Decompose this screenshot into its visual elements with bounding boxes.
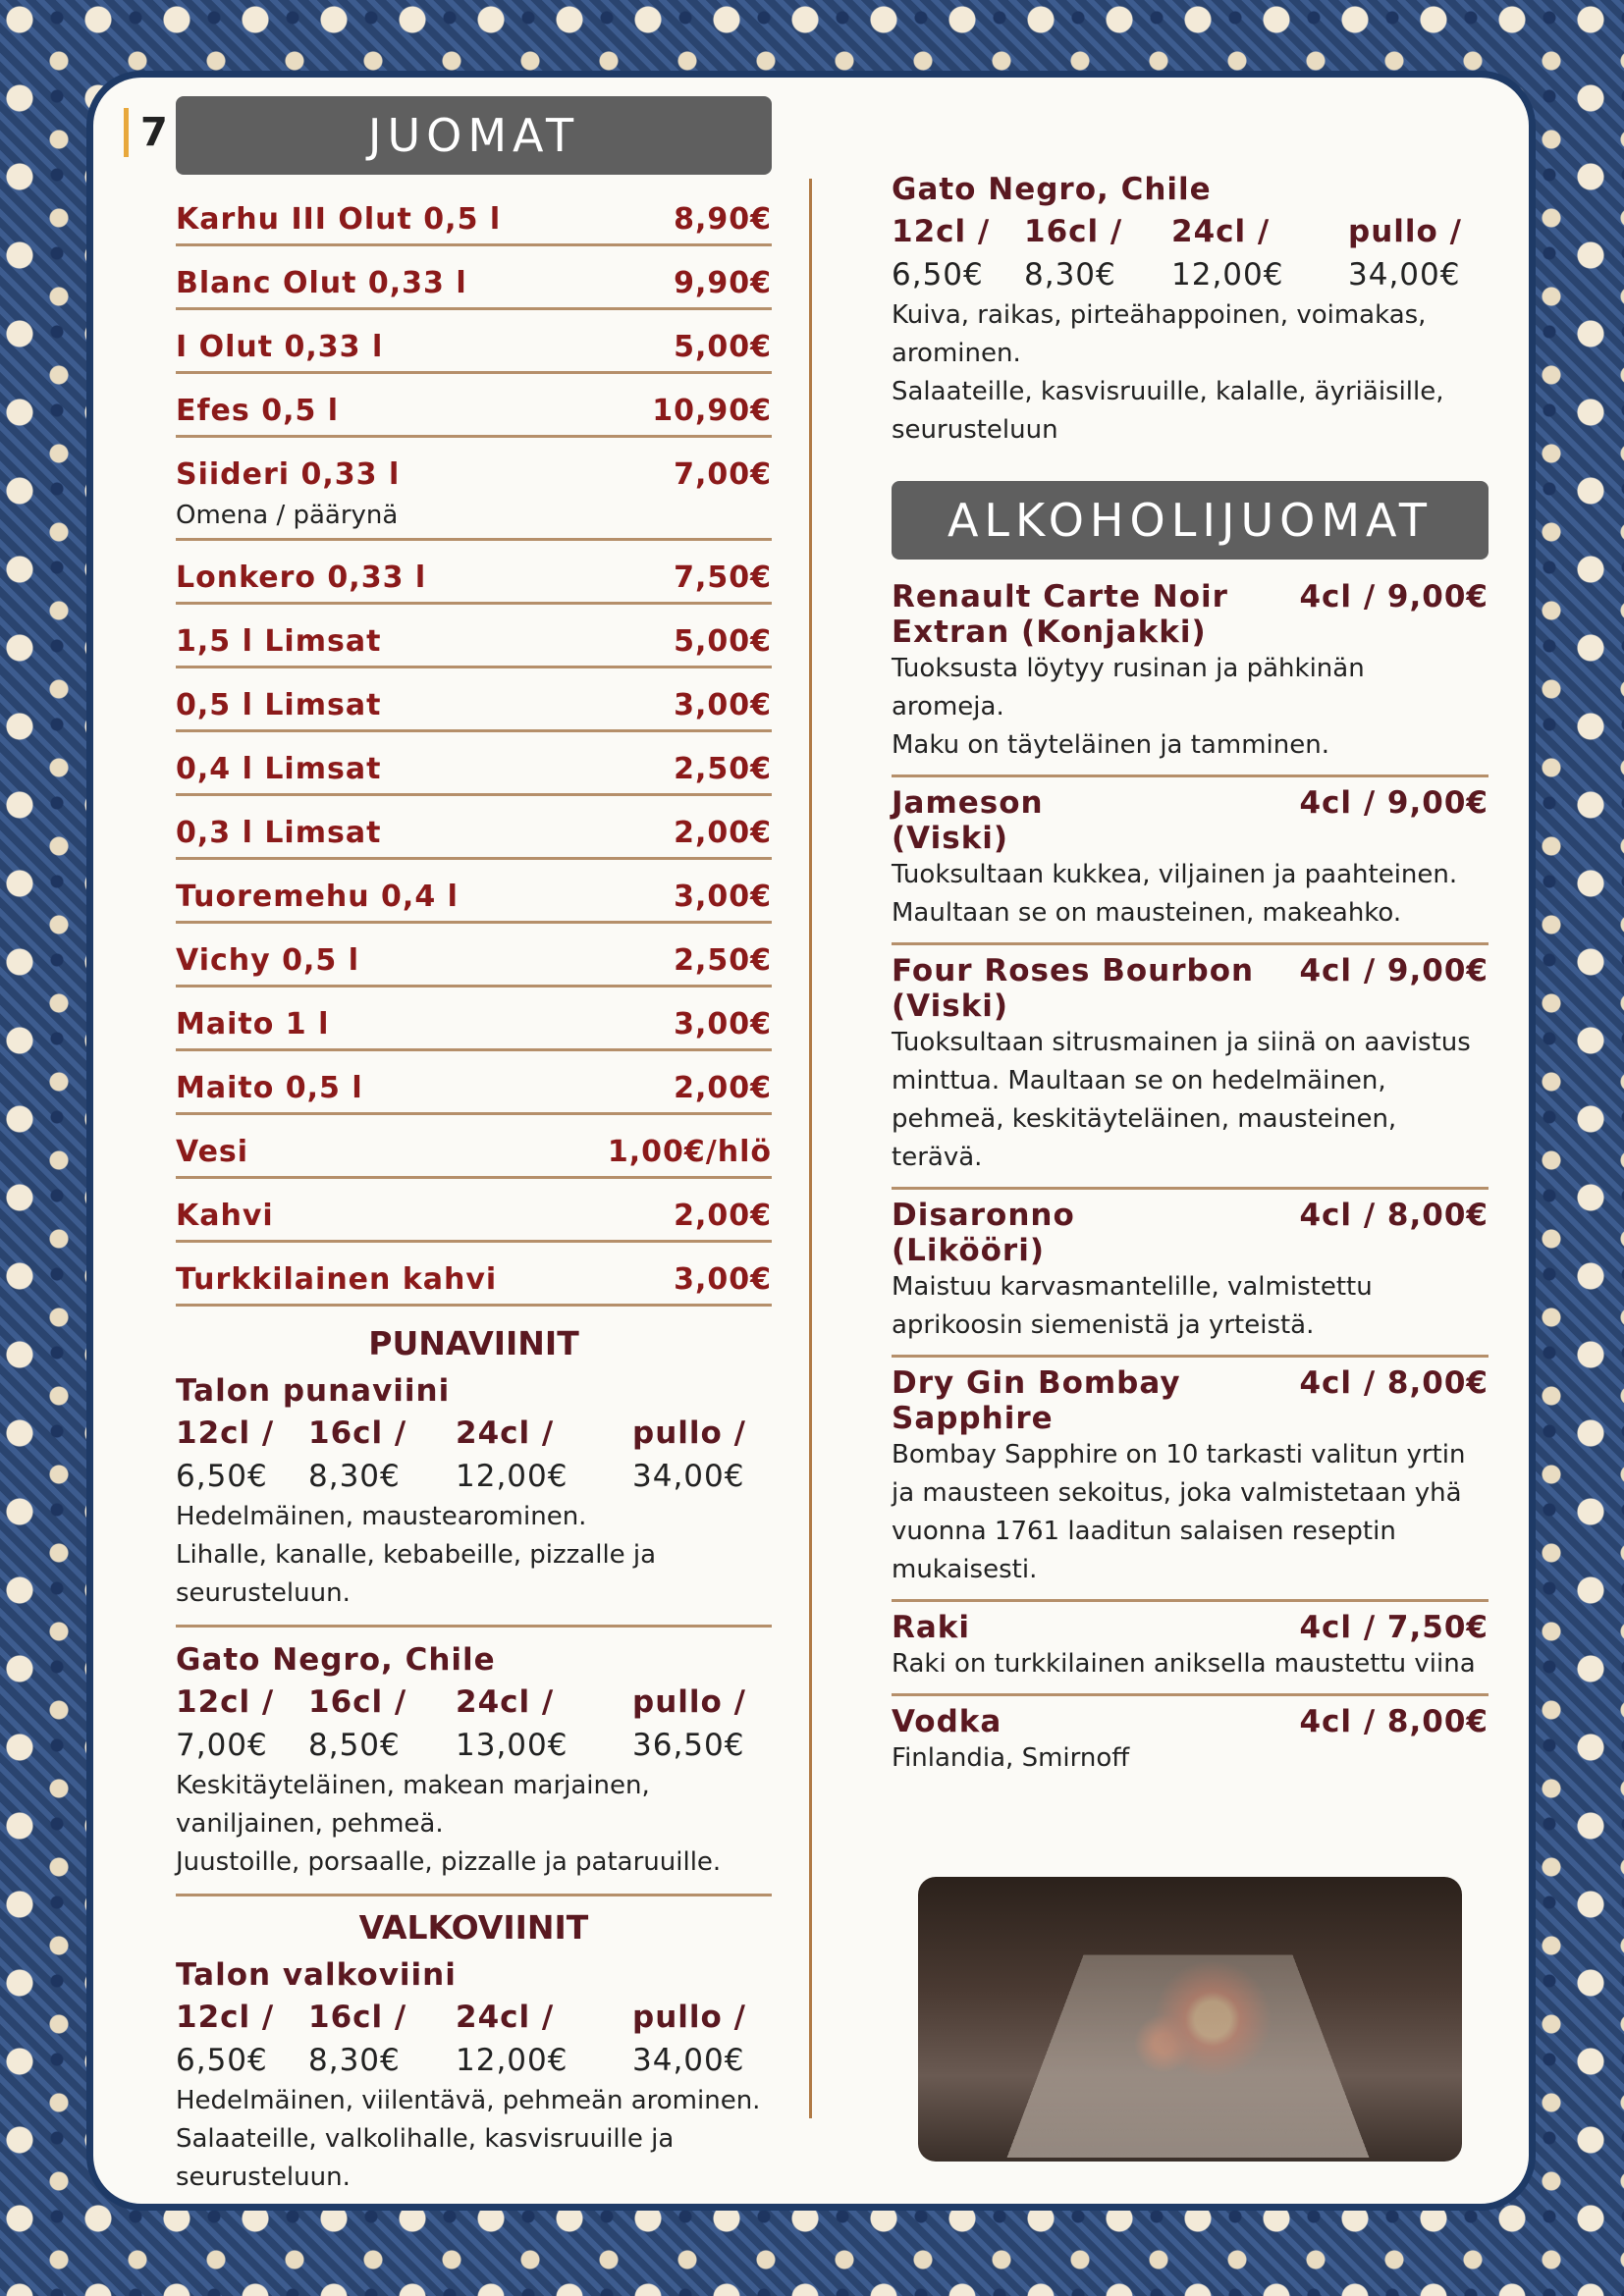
size-label: 16cl / — [308, 2000, 407, 2035]
wine-name: Talon punaviini — [176, 1373, 451, 1409]
description-line: arominen. — [892, 339, 1021, 368]
spirit-description — [892, 856, 1489, 933]
drink-row — [176, 310, 772, 367]
spirit-header — [892, 1198, 1489, 1268]
drink-item — [176, 541, 772, 605]
drink-name: Lonkero 0,33 l — [176, 561, 427, 595]
description-line: vuonna 1761 laaditun salaisen reseptin — [892, 1517, 1396, 1546]
spirit-name-line: Jameson — [892, 785, 1044, 821]
drink-item — [176, 1051, 772, 1115]
drink-price: 3,00€ — [674, 1262, 772, 1297]
description-line: Maku on täyteläinen ja tamminen. — [892, 730, 1329, 760]
spirit-header — [892, 953, 1489, 1024]
drink-name: 0,4 l Limsat — [176, 752, 382, 786]
size-label: 16cl / — [308, 1684, 407, 1720]
drink-name: I Olut 0,33 l — [176, 330, 384, 364]
description-line: Maistuu karvasmantelille, valmistettu — [892, 1272, 1373, 1302]
drink-row — [176, 924, 772, 981]
drink-row — [176, 732, 772, 789]
wine-price-grid — [176, 1412, 772, 1498]
description-line: minttua. Maultaan se on hedelmäinen, — [892, 1066, 1386, 1095]
drink-item — [176, 988, 772, 1051]
drink-row — [176, 1115, 772, 1172]
description-line: Hedelmäinen, maustearominen. — [176, 1502, 587, 1531]
spirit-name — [892, 1365, 1181, 1436]
drink-item — [176, 1179, 772, 1243]
drink-name: Vichy 0,5 l — [176, 943, 359, 978]
drink-name: Vesi — [176, 1135, 249, 1169]
drink-name: Efes 0,5 l — [176, 394, 340, 428]
drink-row — [176, 1179, 772, 1236]
description-line: Maultaan se on mausteinen, makeahko. — [892, 898, 1402, 928]
spirit-description — [892, 1268, 1489, 1345]
drink-price: 10,90€ — [652, 394, 772, 428]
size-label: 12cl / — [176, 1684, 275, 1720]
spirit-item — [892, 571, 1489, 777]
size-price: 13,00€ — [456, 1728, 568, 1763]
spirit-item — [892, 1696, 1489, 1788]
wine-item — [176, 1639, 772, 1896]
description-line: Juustoille, porsaalle, pizzalle ja pataruuille. — [176, 1847, 722, 1877]
wine-name: Talon valkoviini — [176, 1957, 457, 1993]
drink-name: Siideri 0,33 l — [176, 457, 401, 492]
drink-name: 1,5 l Limsat — [176, 624, 382, 659]
spirit-name-line: Disaronno — [892, 1198, 1075, 1233]
spirit-price: 4cl / 7,50€ — [1299, 1610, 1489, 1645]
drink-row — [176, 374, 772, 431]
spirit-name-line: (Viski) — [892, 821, 1009, 856]
wine-item — [176, 1954, 772, 2209]
drink-item — [176, 732, 772, 796]
wine-name: Gato Negro, Chile — [892, 172, 1212, 207]
spirit-price: 4cl / 8,00€ — [1299, 1704, 1489, 1739]
size-label: 24cl / — [456, 1415, 555, 1451]
drink-price: 7,00€ — [674, 457, 772, 492]
drink-price: 8,90€ — [674, 202, 772, 237]
drink-row — [176, 1051, 772, 1108]
drink-item — [176, 605, 772, 668]
spirit-name — [892, 1198, 1075, 1268]
drink-row — [176, 541, 772, 598]
column-divider — [809, 179, 812, 2118]
description-line: Bombay Sapphire on 10 tarkasti valitun yrtin — [892, 1440, 1466, 1469]
spirit-name — [892, 785, 1044, 856]
size-price: 12,00€ — [1171, 257, 1284, 293]
drink-item — [176, 310, 772, 374]
wine-price-grid — [176, 1681, 772, 1767]
valkoviinit-title: VALKOVIINIT — [358, 1908, 589, 1947]
spirit-name — [892, 579, 1228, 650]
size-price: 8,30€ — [1024, 257, 1116, 293]
description-line: Finlandia, Smirnoff — [892, 1743, 1130, 1773]
red-wine-list — [176, 1370, 772, 1896]
drink-price: 3,00€ — [674, 688, 772, 722]
drink-price: 3,00€ — [674, 1007, 772, 1041]
description-line: Lihalle, kanalle, kebabeille, pizzalle ja — [176, 1540, 657, 1570]
drink-item — [176, 1243, 772, 1307]
drink-name: Karhu III Olut 0,5 l — [176, 202, 502, 237]
spirit-name-line: Dry Gin Bombay — [892, 1365, 1181, 1401]
description-line: aromeja. — [892, 692, 1004, 721]
right-column — [892, 169, 1489, 1788]
size-label: 12cl / — [892, 214, 991, 249]
wine-price-grid — [892, 210, 1489, 296]
spirit-price: 4cl / 8,00€ — [1299, 1198, 1489, 1233]
description-line: seurusteluun — [892, 415, 1058, 445]
dining-table-photo — [918, 1877, 1462, 2162]
spirit-header — [892, 579, 1489, 650]
size-price: 8,30€ — [308, 2043, 401, 2078]
drink-row — [176, 605, 772, 662]
spirit-name-line: Extran (Konjakki) — [892, 614, 1207, 650]
spirit-name — [892, 1704, 1001, 1739]
drink-row — [176, 988, 772, 1044]
drink-row — [176, 796, 772, 853]
spirit-price: 4cl / 9,00€ — [1299, 953, 1489, 988]
spirit-item — [892, 1190, 1489, 1358]
size-label: pullo / — [632, 1684, 746, 1720]
size-price: 6,50€ — [176, 2043, 268, 2078]
size-label: 24cl / — [456, 1684, 555, 1720]
wine-price-grid — [176, 1996, 772, 2082]
description-line: ja mausteen sekoitus, joka valmistetaan yhä — [892, 1478, 1462, 1508]
drink-item — [176, 183, 772, 246]
punaviinit-title: PUNAVIINIT — [368, 1324, 579, 1362]
drink-name: Blanc Olut 0,33 l — [176, 266, 467, 300]
drink-name: Maito 0,5 l — [176, 1071, 363, 1105]
wine-description — [892, 296, 1489, 450]
drink-price: 2,50€ — [674, 752, 772, 786]
drinks-list — [176, 183, 772, 1307]
spirit-name-line: Four Roses Bourbon — [892, 953, 1255, 988]
description-line: Keskitäyteläinen, makean marjainen, — [176, 1771, 650, 1800]
size-price: 6,50€ — [176, 1459, 268, 1494]
size-price: 6,50€ — [892, 257, 984, 293]
drink-price: 2,00€ — [674, 1199, 772, 1233]
spirit-price: 4cl / 8,00€ — [1299, 1365, 1489, 1401]
spirit-item — [892, 945, 1489, 1190]
drink-name: 0,5 l Limsat — [176, 688, 382, 722]
drink-row — [176, 1243, 772, 1300]
description-line: Raki on turkkilainen aniksella maustettu viina — [892, 1649, 1476, 1679]
drink-name: Maito 1 l — [176, 1007, 330, 1041]
drink-item — [176, 438, 772, 541]
description-line: vaniljainen, pehmeä. — [176, 1809, 444, 1839]
description-line: seurusteluun. — [176, 2163, 351, 2192]
spirits-list — [892, 571, 1489, 1788]
wine-item — [892, 169, 1489, 461]
size-label: pullo / — [1348, 214, 1462, 249]
drink-price: 5,00€ — [674, 330, 772, 364]
spirit-price: 4cl / 9,00€ — [1299, 785, 1489, 821]
size-price: 12,00€ — [456, 2043, 568, 2078]
spirit-name-line: Raki — [892, 1610, 971, 1645]
spirit-header — [892, 1610, 1489, 1645]
spirit-item — [892, 1358, 1489, 1602]
drink-price: 9,90€ — [674, 266, 772, 300]
drink-name: Kahvi — [176, 1199, 274, 1233]
drink-price: 2,00€ — [674, 1071, 772, 1105]
spirit-header — [892, 1365, 1489, 1436]
drink-item — [176, 374, 772, 438]
wine-description — [176, 2082, 772, 2197]
description-line: aprikoosin siemenistä ja yrteistä. — [892, 1310, 1315, 1340]
spirit-header — [892, 1704, 1489, 1739]
drink-row — [176, 668, 772, 725]
size-label: 12cl / — [176, 2000, 275, 2035]
wine-item — [176, 1370, 772, 1628]
description-line: Kuiva, raikas, pirteähappoinen, voimakas, — [892, 300, 1427, 330]
spirit-description — [892, 1739, 1489, 1778]
spirit-price: 4cl / 9,00€ — [1299, 579, 1489, 614]
size-label: 24cl / — [1171, 214, 1271, 249]
drink-name: 0,3 l Limsat — [176, 816, 382, 850]
size-label: 16cl / — [1024, 214, 1123, 249]
drink-note: Omena / päärynä — [176, 501, 399, 530]
size-price: 34,00€ — [632, 1459, 745, 1494]
drink-item — [176, 860, 772, 924]
drink-item — [176, 246, 772, 310]
drink-row — [176, 246, 772, 303]
drink-price: 1,00€/hlö — [607, 1135, 772, 1169]
drink-row — [176, 438, 772, 495]
description-line: Tuoksusta löytyy rusinan ja pähkinän — [892, 654, 1365, 683]
spirit-item — [892, 1602, 1489, 1696]
description-line: Hedelmäinen, viilentävä, pehmeän arominen. — [176, 2086, 761, 2115]
size-label: pullo / — [632, 1415, 746, 1451]
drink-price: 5,00€ — [674, 624, 772, 659]
spirit-description — [892, 1024, 1489, 1177]
size-price: 12,00€ — [456, 1459, 568, 1494]
description-line: Tuoksultaan kukkea, viljainen ja paahteinen. — [892, 860, 1458, 889]
drink-name: Turkkilainen kahvi — [176, 1262, 498, 1297]
spirit-header — [892, 785, 1489, 856]
description-line: Salaateille, valkolihalle, kasvisruuille ja — [176, 2124, 675, 2154]
drink-price: 2,50€ — [674, 943, 772, 978]
drink-row — [176, 183, 772, 240]
spirit-description — [892, 650, 1489, 765]
size-label: 24cl / — [456, 2000, 555, 2035]
left-column — [176, 183, 772, 2220]
alkoholijuomat-header: ALKOHOLIJUOMAT — [892, 481, 1489, 560]
white-wine-list — [176, 1954, 772, 2209]
spirit-name-line: (Viski) — [892, 988, 1009, 1024]
drink-name: Tuoremehu 0,4 l — [176, 880, 459, 914]
spirit-description — [892, 1645, 1489, 1683]
drink-price: 7,50€ — [674, 561, 772, 595]
description-line: terävä. — [892, 1143, 983, 1172]
spirit-name-line: (Likööri) — [892, 1233, 1046, 1268]
juomat-header: JUOMAT — [176, 96, 772, 175]
description-line: Salaateille, kasvisruuille, kalalle, äyriäisille, — [892, 377, 1444, 406]
size-price: 7,00€ — [176, 1728, 268, 1763]
size-price: 34,00€ — [632, 2043, 745, 2078]
white-wine-list-continued — [892, 169, 1489, 461]
size-label: 16cl / — [308, 1415, 407, 1451]
wine-description — [176, 1767, 772, 1882]
drink-row — [176, 860, 772, 917]
page-number: 7 — [124, 108, 168, 157]
spirit-name-line: Sapphire — [892, 1401, 1054, 1436]
spirit-name-line: Vodka — [892, 1704, 1002, 1739]
spirit-description — [892, 1436, 1489, 1589]
wine-name: Gato Negro, Chile — [176, 1642, 496, 1678]
size-price: 8,30€ — [308, 1459, 401, 1494]
size-label: 12cl / — [176, 1415, 275, 1451]
spirit-name — [892, 953, 1254, 1024]
drink-item — [176, 924, 772, 988]
wine-description — [176, 1498, 772, 1613]
size-price: 8,50€ — [308, 1728, 401, 1763]
spirit-item — [892, 777, 1489, 945]
description-line: seurusteluun. — [176, 1578, 351, 1608]
spirit-name — [892, 1610, 970, 1645]
description-line: Tuoksultaan sitrusmainen ja siinä on aavistus — [892, 1028, 1471, 1057]
drink-price: 3,00€ — [674, 880, 772, 914]
size-price: 36,50€ — [632, 1728, 745, 1763]
size-label: pullo / — [632, 2000, 746, 2035]
size-price: 34,00€ — [1348, 257, 1461, 293]
drink-item — [176, 1115, 772, 1179]
drink-price: 2,00€ — [674, 816, 772, 850]
drink-item — [176, 668, 772, 732]
description-line: mukaisesti. — [892, 1555, 1038, 1584]
description-line: pehmeä, keskitäyteläinen, mausteinen, — [892, 1104, 1397, 1134]
spirit-name-line: Renault Carte Noir — [892, 579, 1228, 614]
drink-item — [176, 796, 772, 860]
